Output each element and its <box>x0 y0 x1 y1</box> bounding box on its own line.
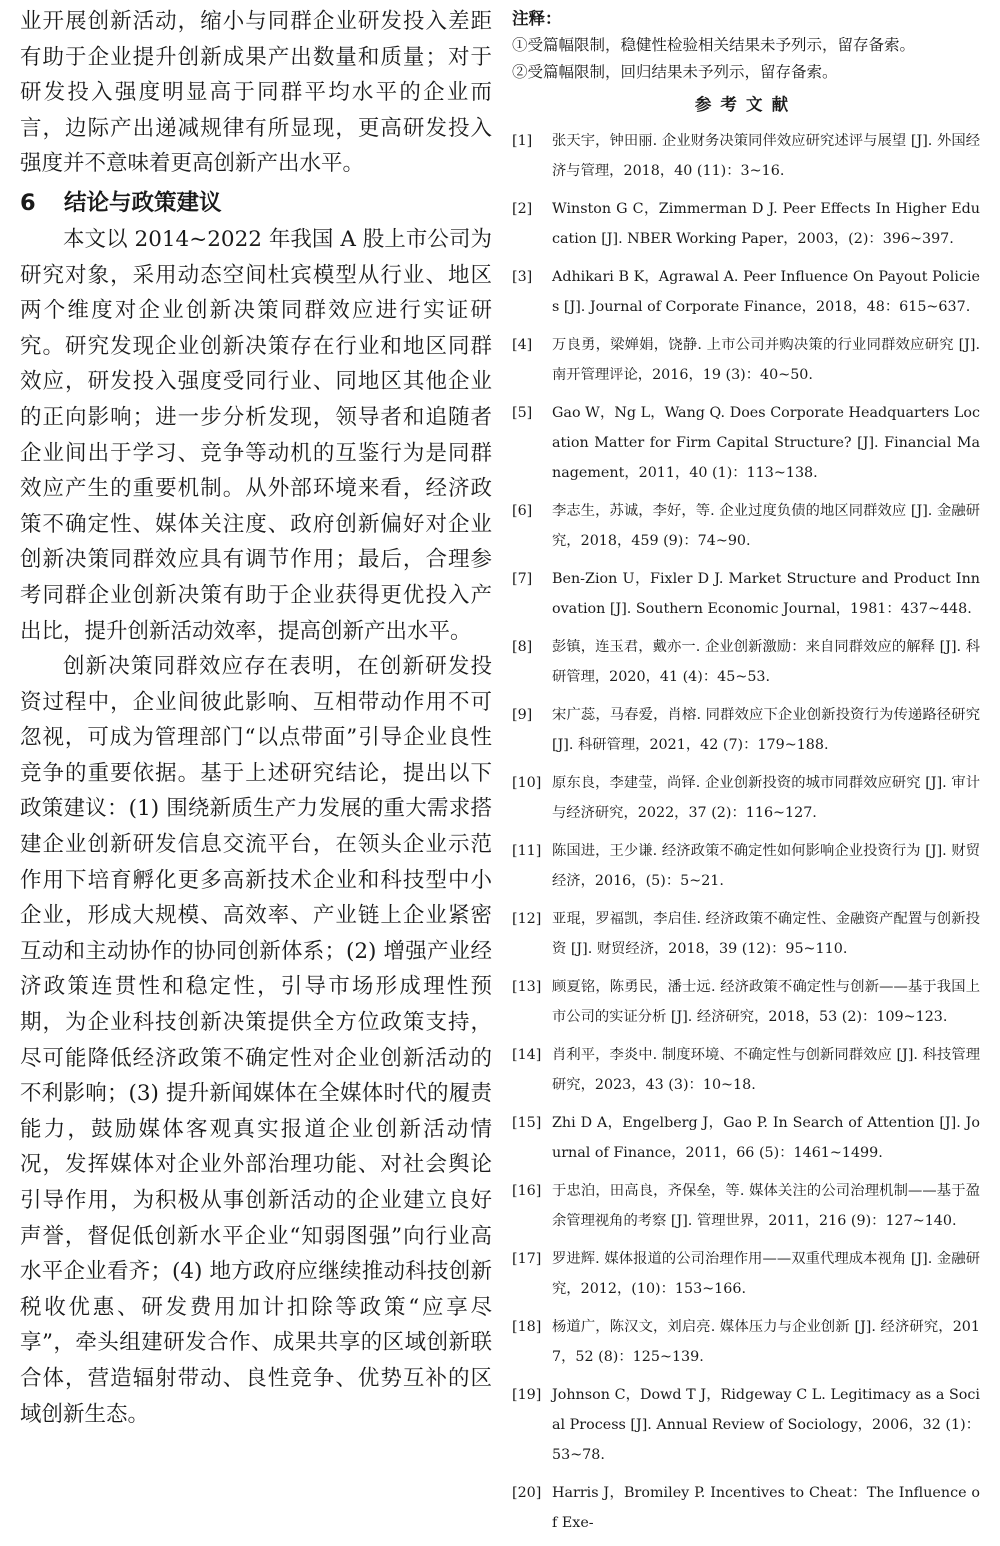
reference-item <box>512 1380 980 1470</box>
reference-number: [2] <box>512 201 533 217</box>
reference-text: Adhikari B K，Agrawal A. Peer Influence On Payout Policies [J]. Journal of Corporate Finance，2018，48：615~637. <box>552 269 980 315</box>
reference-text: 陈国进，王少谦. 经济政策不确定性如何影响企业投资行为 [J]. 财贸经济，2016，(5)：5~21. <box>552 843 980 889</box>
reference-number: [13] <box>512 979 542 995</box>
reference-number: [1] <box>512 133 533 149</box>
reference-item <box>512 398 980 488</box>
reference-item <box>512 632 980 692</box>
reference-text: Ben-Zion U，Fixler D J. Market Structure and Product Innovation [J]. Southern Economic Journal，1981：437~448. <box>552 571 980 617</box>
reference-text: Winston G C，Zimmerman D J. Peer Effects In Higher Education [J]. NBER Working Paper，2003，(2)：396~397. <box>552 201 980 247</box>
reference-text: Harris J，Bromiley P. Incentives to Cheat：The Influence of Exe- <box>552 1485 980 1531</box>
section-title: 结论与政策建议 <box>64 189 222 216</box>
reference-number: [11] <box>512 843 542 859</box>
body-paragraph-continued: 业开展创新活动，缩小与同群企业研发投入差距有助于企业提升创新成果产出数量和质量；对于研发投入强度明显高于同群平均水平的企业而言，边际产出递减规律有所显现，更高研发投入强度并不意味着更高创新产出水平。 <box>20 9 492 177</box>
left-column <box>20 0 492 1432</box>
reference-number: [4] <box>512 337 533 353</box>
reference-item <box>512 836 980 896</box>
reference-text: 罗进辉. 媒体报道的公司治理作用——双重代理成本视角 [J]. 金融研究，2012，(10)：153~166. <box>552 1251 980 1297</box>
reference-item <box>512 496 980 556</box>
reference-item <box>512 330 980 390</box>
reference-number: [16] <box>512 1183 542 1199</box>
reference-number: [20] <box>512 1485 542 1501</box>
note-item-2: ②受篇幅限制，回归结果未予列示，留存备索。 <box>512 63 838 81</box>
reference-number: [15] <box>512 1115 542 1131</box>
reference-number: [8] <box>512 639 533 655</box>
reference-item <box>512 1312 980 1372</box>
reference-item <box>512 194 980 254</box>
reference-text: 顾夏铭，陈勇民，潘士远. 经济政策不确定性与创新——基于我国上市公司的实证分析 [J]. 经济研究，2018，53 (2)：109~123. <box>552 979 980 1025</box>
body-paragraph-policy: 创新决策同群效应存在表明，在创新研发投资过程中，企业间彼此影响、互相带动作用不可忽视，可成为管理部门“以点带面”引导企业良性竞争的重要依据。基于上述研究结论，提出以下政策建议：(1) 围绕新质生产力发展的重大需求搭建企业创新研发信息交流平台，在领头企业示范作用下培育孵化更多高新技术企业和科技型中小企业，形成大规模、高效率、产业链上企业紧密互动和主动协作的协同创新体系；(2) 增强产业经济政策连贯性和稳定性，引导市场形成理性预期，为企业科技创新决策提供全方位政策支持，尽可能降低经济政策不确定性对企业创新活动的不利影响；(3) 提升新闻媒体在全媒体时代的履责能力，鼓励媒体客观真实报道企业创新活动情况，发挥媒体对企业外部治理功能、对社会舆论引导作用，为积极从事创新活动的企业建立良好声誉，督促低创新水平企业“知弱图强”向行业高水平企业看齐；(4) 地方政府应继续推动科技创新税收优惠、研发费用加计扣除等政策“应享尽享”，牵头组建研发合作、成果共享的区域创新联合体，营造辐射带动、良性竞争、优势互补的区域创新生态。 <box>20 654 492 1427</box>
reference-number: [19] <box>512 1387 542 1403</box>
reference-number: [9] <box>512 707 533 723</box>
reference-text: 彭镇，连玉君，戴亦一. 企业创新激励：来自同群效应的解释 [J]. 科研管理，2020，41 (4)：45~53. <box>552 639 980 685</box>
reference-text: Johnson C，Dowd T J，Ridgeway C L. Legitimacy as a Social Process [J]. Annual Review of Sociology，2006，32 (1)：53~78. <box>552 1387 980 1463</box>
reference-number: [18] <box>512 1319 542 1335</box>
reference-item <box>512 972 980 1032</box>
reference-number: [7] <box>512 571 533 587</box>
reference-number: [5] <box>512 405 533 421</box>
section-heading <box>20 185 492 221</box>
reference-text: 亚琨，罗福凯，李启佳. 经济政策不确定性、金融资产配置与创新投资 [J]. 财贸经济，2018，39 (12)：95~110. <box>552 911 980 957</box>
notes-heading: 注释： <box>512 9 562 28</box>
reference-item <box>512 1108 980 1168</box>
reference-text: 肖利平，李炎中. 制度环境、不确定性与创新同群效应 [J]. 科技管理研究，2023，43 (3)：10~18. <box>552 1047 980 1093</box>
reference-text: Gao W，Ng L，Wang Q. Does Corporate Headquarters Location Matter for Firm Capital Structure? [J]. Financial Management，2011，40 (1)：113~138. <box>552 405 980 481</box>
reference-text: 万良勇，梁婵娟，饶静. 上市公司并购决策的行业同群效应研究 [J]. 南开管理评论，2016，19 (3)：40~50. <box>552 337 980 383</box>
reference-item <box>512 1176 980 1236</box>
right-column <box>512 0 980 1546</box>
reference-item <box>512 768 980 828</box>
references-heading: 参考文献 <box>694 95 798 114</box>
reference-number: [3] <box>512 269 533 285</box>
reference-item <box>512 904 980 964</box>
reference-text: 宋广蕊，马春爱，肖榕. 同群效应下企业创新投资行为传递路径研究 [J]. 科研管理，2021，42 (7)：179~188. <box>552 707 980 753</box>
reference-number: [12] <box>512 911 542 927</box>
reference-item <box>512 564 980 624</box>
reference-number: [6] <box>512 503 533 519</box>
section-number: 6 <box>20 189 36 216</box>
note-item-1: ①受篇幅限制，稳健性检验相关结果未予列示，留存备索。 <box>512 36 916 54</box>
reference-item <box>512 126 980 186</box>
reference-item <box>512 1478 980 1538</box>
reference-number: [10] <box>512 775 542 791</box>
reference-list <box>512 126 980 1538</box>
reference-item <box>512 700 980 760</box>
reference-text: 于忠泊，田高良，齐保垒，等. 媒体关注的公司治理机制——基于盈余管理视角的考察 [J]. 管理世界，2011，216 (9)：127~140. <box>552 1183 980 1229</box>
reference-item <box>512 262 980 322</box>
reference-text: 杨道广，陈汉文，刘启亮. 媒体压力与企业创新 [J]. 经济研究，2017，52 (8)：125~139. <box>552 1319 980 1365</box>
body-paragraph-conclusion: 本文以 2014~2022 年我国 A 股上市公司为研究对象，采用动态空间杜宾模型从行业、地区两个维度对企业创新决策同群效应进行实证研究。研究发现企业创新决策存在行业和地区同群效应，研发投入强度受同行业、同地区其他企业的正向影响；进一步分析发现，领导者和追随者企业间出于学习、竞争等动机的互鉴行为是同群效应产生的重要机制。从外部环境来看，经济政策不确定性、媒体关注度、政府创新偏好对企业创新决策同群效应具有调节作用；最后，合理参考同群企业创新决策有助于企业获得更优投入产出比，提升创新活动效率，提高创新产出水平。 <box>20 226 492 644</box>
reference-text: 原东良，李建莹，尚铎. 企业创新投资的城市同群效应研究 [J]. 审计与经济研究，2022，37 (2)：116~127. <box>552 775 980 821</box>
reference-text: Zhi D A，Engelberg J，Gao P. In Search of Attention [J]. Journal of Finance，2011，66 (5)：1461~1499. <box>552 1115 980 1161</box>
reference-item <box>512 1244 980 1304</box>
reference-number: [17] <box>512 1251 542 1267</box>
reference-text: 李志生，苏诚，李好，等. 企业过度负债的地区同群效应 [J]. 金融研究，2018，459 (9)：74~90. <box>552 503 980 549</box>
reference-text: 张天宇，钟田丽. 企业财务决策同伴效应研究述评与展望 [J]. 外国经济与管理，2018，40 (11)：3~16. <box>552 133 980 179</box>
reference-number: [14] <box>512 1047 542 1063</box>
reference-item <box>512 1040 980 1100</box>
